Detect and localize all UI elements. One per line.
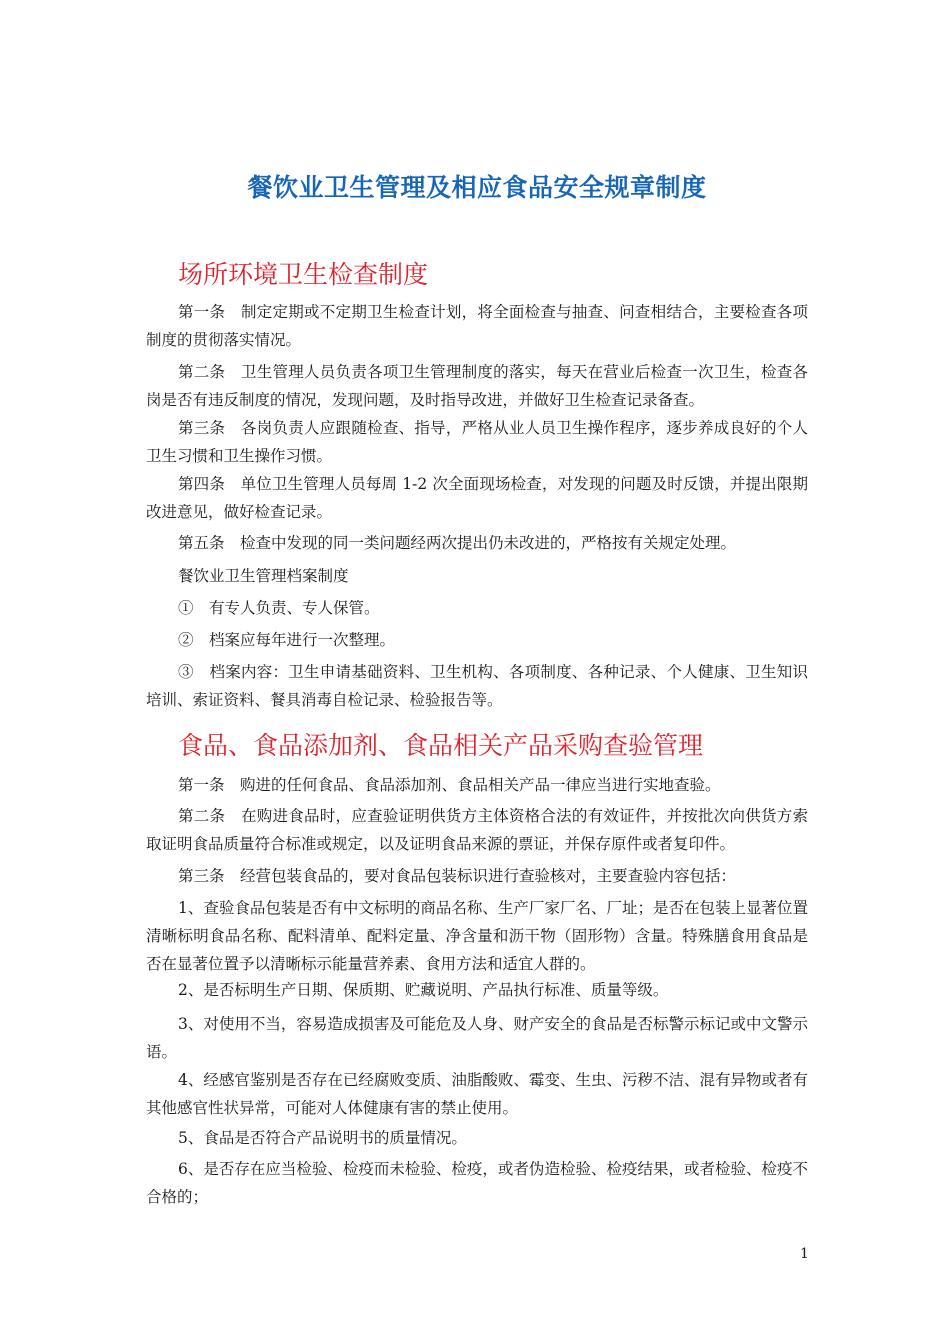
paragraph: 餐饮业卫生管理档案制度 [178, 567, 349, 585]
paragraph: 第五条 检查中发现的同一类问题经两次提出仍未改进的，严格按有关规定处理。 [178, 534, 737, 552]
paragraph: 第一条 购进的任何食品、食品添加剂、食品相关产品一律应当进行实地查验。 [178, 776, 721, 794]
page-number: 1 [800, 1246, 809, 1262]
paragraph: 第三条 各岗负责人应跟随检查、指导，严格从业人员卫生操作程序，逐步养成良好的个人卫生习惯和卫生操作习惯。 [146, 419, 808, 465]
paragraph: 6、是否存在应当检验、检疫而未检验、检疫，或者伪造检验、检疫结果，或者检验、检疫不合格的； [146, 1160, 808, 1206]
section-heading-environment-inspection: 场所环境卫生检查制度 [178, 260, 429, 289]
document-title: 餐饮业卫生管理及相应食品安全规章制度 [247, 173, 707, 202]
paragraph: 4、经感官鉴别是否存在已经腐败变质、油脂酸败、霉变、生虫、污秽不洁、混有异物或者有其他感官性状异常，可能对人体健康有害的禁止使用。 [146, 1071, 808, 1117]
paragraph: 第四条 单位卫生管理人员每周 1-2 次全面现场检查，对发现的问题及时反馈，并提出限期改进意见，做好检查记录。 [146, 475, 808, 521]
paragraph: 第二条 在购进食品时，应查验证明供货方主体资格合法的有效证件，并按批次向供货方索取证明食品质量符合标准或规定，以及证明食品来源的票证，并保存原件或者复印件。 [146, 807, 808, 853]
list-item: ③ 档案内容：卫生申请基础资料、卫生机构、各项制度、各种记录、个人健康、卫生知识培训、索证资料、餐具消毒自检记录、检验报告等。 [146, 663, 808, 709]
list-item: ② 档案应每年进行一次整理。 [178, 631, 396, 649]
list-item: ① 有专人负责、专人保管。 [178, 599, 380, 617]
section-heading-procurement-inspection: 食品、食品添加剂、食品相关产品采购查验管理 [178, 731, 704, 760]
paragraph: 3、对使用不当，容易造成损害及可能危及人身、财产安全的食品是否标警示标记或中文警示语。 [146, 1015, 808, 1061]
paragraph: 第三条 经营包装食品的，要对食品包装标识进行查验核对，主要查验内容包括： [178, 867, 737, 885]
paragraph: 2、是否标明生产日期、保质期、贮藏说明、产品执行标准、质量等级。 [178, 981, 669, 999]
paragraph: 第一条 制定定期或不定期卫生检查计划，将全面检查与抽查、问查相结合，主要检查各项制度的贯彻落实情况。 [146, 303, 808, 349]
paragraph: 5、食品是否符合产品说明书的质量情况。 [178, 1129, 467, 1147]
paragraph: 第二条 卫生管理人员负责各项卫生管理制度的落实，每天在营业后检查一次卫生，检查各岗是否有违反制度的情况，发现问题，及时指导改进，并做好卫生检查记录备查。 [146, 363, 808, 409]
paragraph: 1、查验食品包装是否有中文标明的商品名称、生产厂家厂名、厂址；是否在包装上显著位置清晰标明食品名称、配料清单、配料定量、净含量和沥干物（固形物）含量。特殊膳食用食品是否在显著位置予以清晰标示能量营养素、食用方法和适宜人群的。 [146, 899, 808, 973]
